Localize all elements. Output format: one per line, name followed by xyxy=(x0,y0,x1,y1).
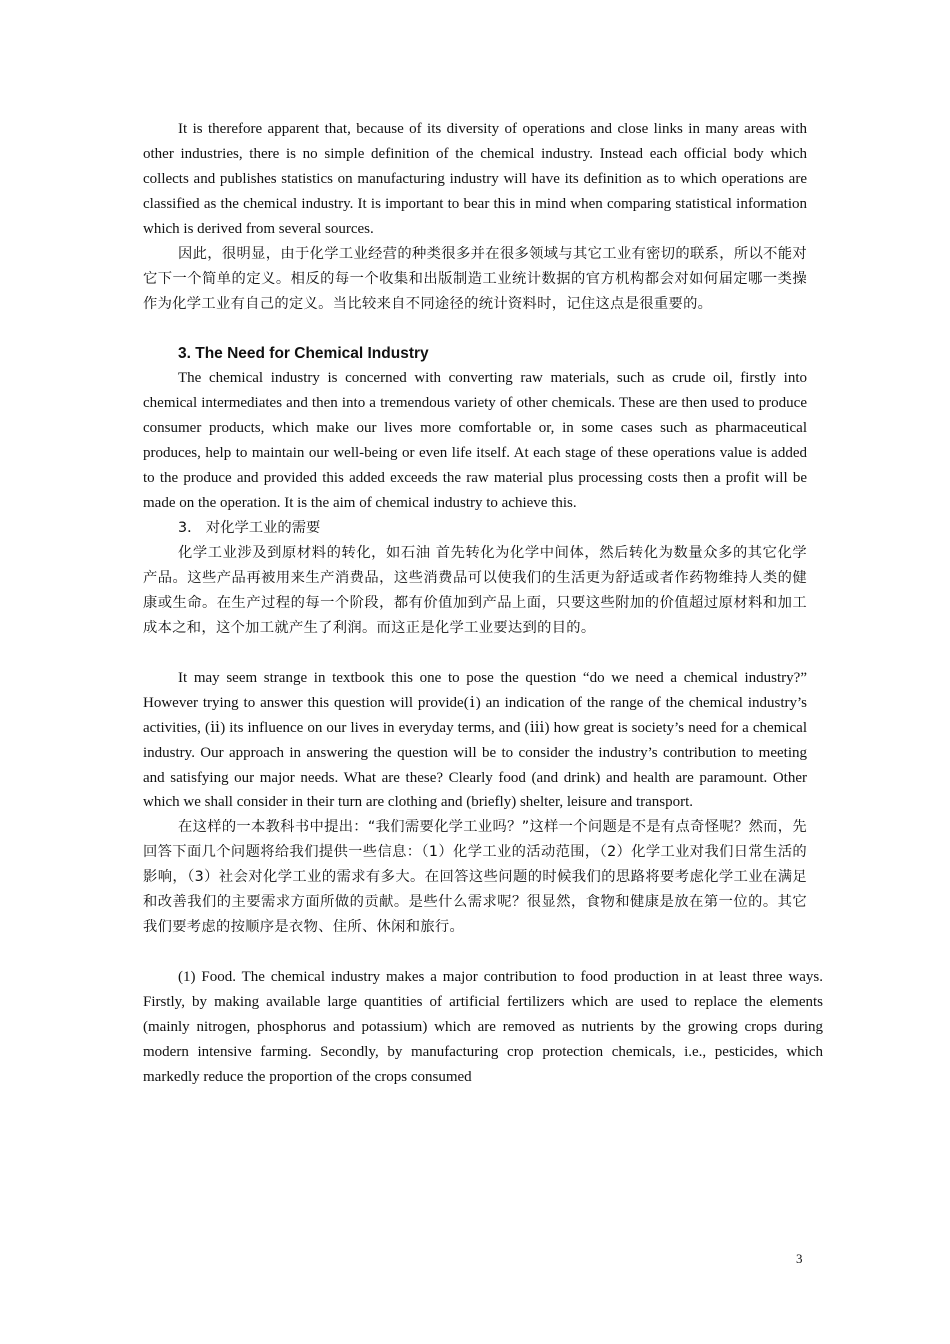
paragraph-need-zh: 化学工业涉及到原材料的转化，如石油 首先转化为化学中间体，然后转化为数量众多的其它化学产品。这些产品再被用来生产消费品，这些消费品可以使我们的生活更为舒适或者作药物维持人类的健康或生命。在生产过程的每一个阶段，都有价值加到产品上面，只要这些附加的价值超过原材料和加工成本之和，这个加工就产生了利润。而这正是化学工业要达到的目的。 xyxy=(143,544,807,636)
paragraph-definition-en: It is therefore apparent that, because of its diversity of operations and close links in many areas with other industries, there is no simple definition of the chemical industry. Instead each official body which collects and publishes statistics on manufacturing industry will have its definition as to which operations are classified as the chemical industry. It is important to bear this in mind when comparing statistical information which is derived from several sources. xyxy=(143,121,807,237)
page-number: 3 xyxy=(796,1251,803,1266)
spacer xyxy=(143,641,807,666)
spacer xyxy=(143,317,807,342)
paragraph-food-en: (1) Food. The chemical industry makes a major contribution to food production in at least three ways. Firstly, by making available large quantities of artificial fertilizers which are used to replace the elements (mainly nitrogen, phosphorus and potassium) which are removed as nutrients by the growing crops during modern intensive farming. Secondly, by manufacturing crop protection chemicals, i.e., pesticides, which markedly reduce the proportion of the crops consumed xyxy=(143,969,823,1085)
document-page xyxy=(143,117,823,1090)
paragraph-question-en: It may seem strange in textbook this one to pose the question “do we need a chemical industry?” However trying to answer this question will provide(ⅰ) an indication of the range of the chemical industry’s activities, (ⅱ) its influence on our lives in everyday terms, and (ⅲ) how great is society’s need for a chemical industry. Our approach in answering the question will be to consider the industry’s contribution to meeting and satisfying our major needs. What are these? Clearly food (and drink) and health are paramount. Other which we shall consider in their turn are clothing and (briefly) shelter, leisure and transport. xyxy=(143,669,807,811)
paragraph-need-en: The chemical industry is concerned with converting raw materials, such as crude oil, firstly into chemical intermediates and then into a tremendous variety of other chemicals. These are then used to produce consumer products, which make our lives more comfortable or, in some cases such as pharmaceutical produces, help to maintain our well-being or even life itself. At each stage of these operations value is added to the produce and provided this added exceeds the raw material plus processing costs then a profit will be made on the operation. It is the aim of chemical industry to achieve this. xyxy=(143,370,807,511)
section-heading-en: 3. The Need for Chemical Industry xyxy=(178,344,429,362)
section-heading-zh: 3． 对化学工业的需要 xyxy=(178,519,321,536)
spacer xyxy=(143,940,807,965)
paragraph-definition-zh: 因此，很明显，由于化学工业经营的种类很多并在很多领域与其它工业有密切的联系，所以不能对它下一个简单的定义。相反的每一个收集和出版制造工业统计数据的官方机构都会对如何届定哪一类操作为化学工业有自己的定义。当比较来自不同途径的统计资料时，记住这点是很重要的。 xyxy=(143,245,807,312)
paragraph-question-zh: 在这样的一本教科书中提出：“我们需要化学工业吗？”这样一个问题是不是有点奇怪呢？然而，先回答下面几个问题将给我们提供一些信息：（1）化学工业的活动范围，（2）化学工业对我们日常生活的影响，（3）社会对化学工业的需求有多大。在回答这些问题的时候我们的思路将要考虑化学工业在满足和改善我们的主要需求方面所做的贡献。是些什么需求呢？很显然，食物和健康是放在第一位的。其它我们要考虑的按顺序是衣物、住所、休闲和旅行。 xyxy=(143,819,807,936)
